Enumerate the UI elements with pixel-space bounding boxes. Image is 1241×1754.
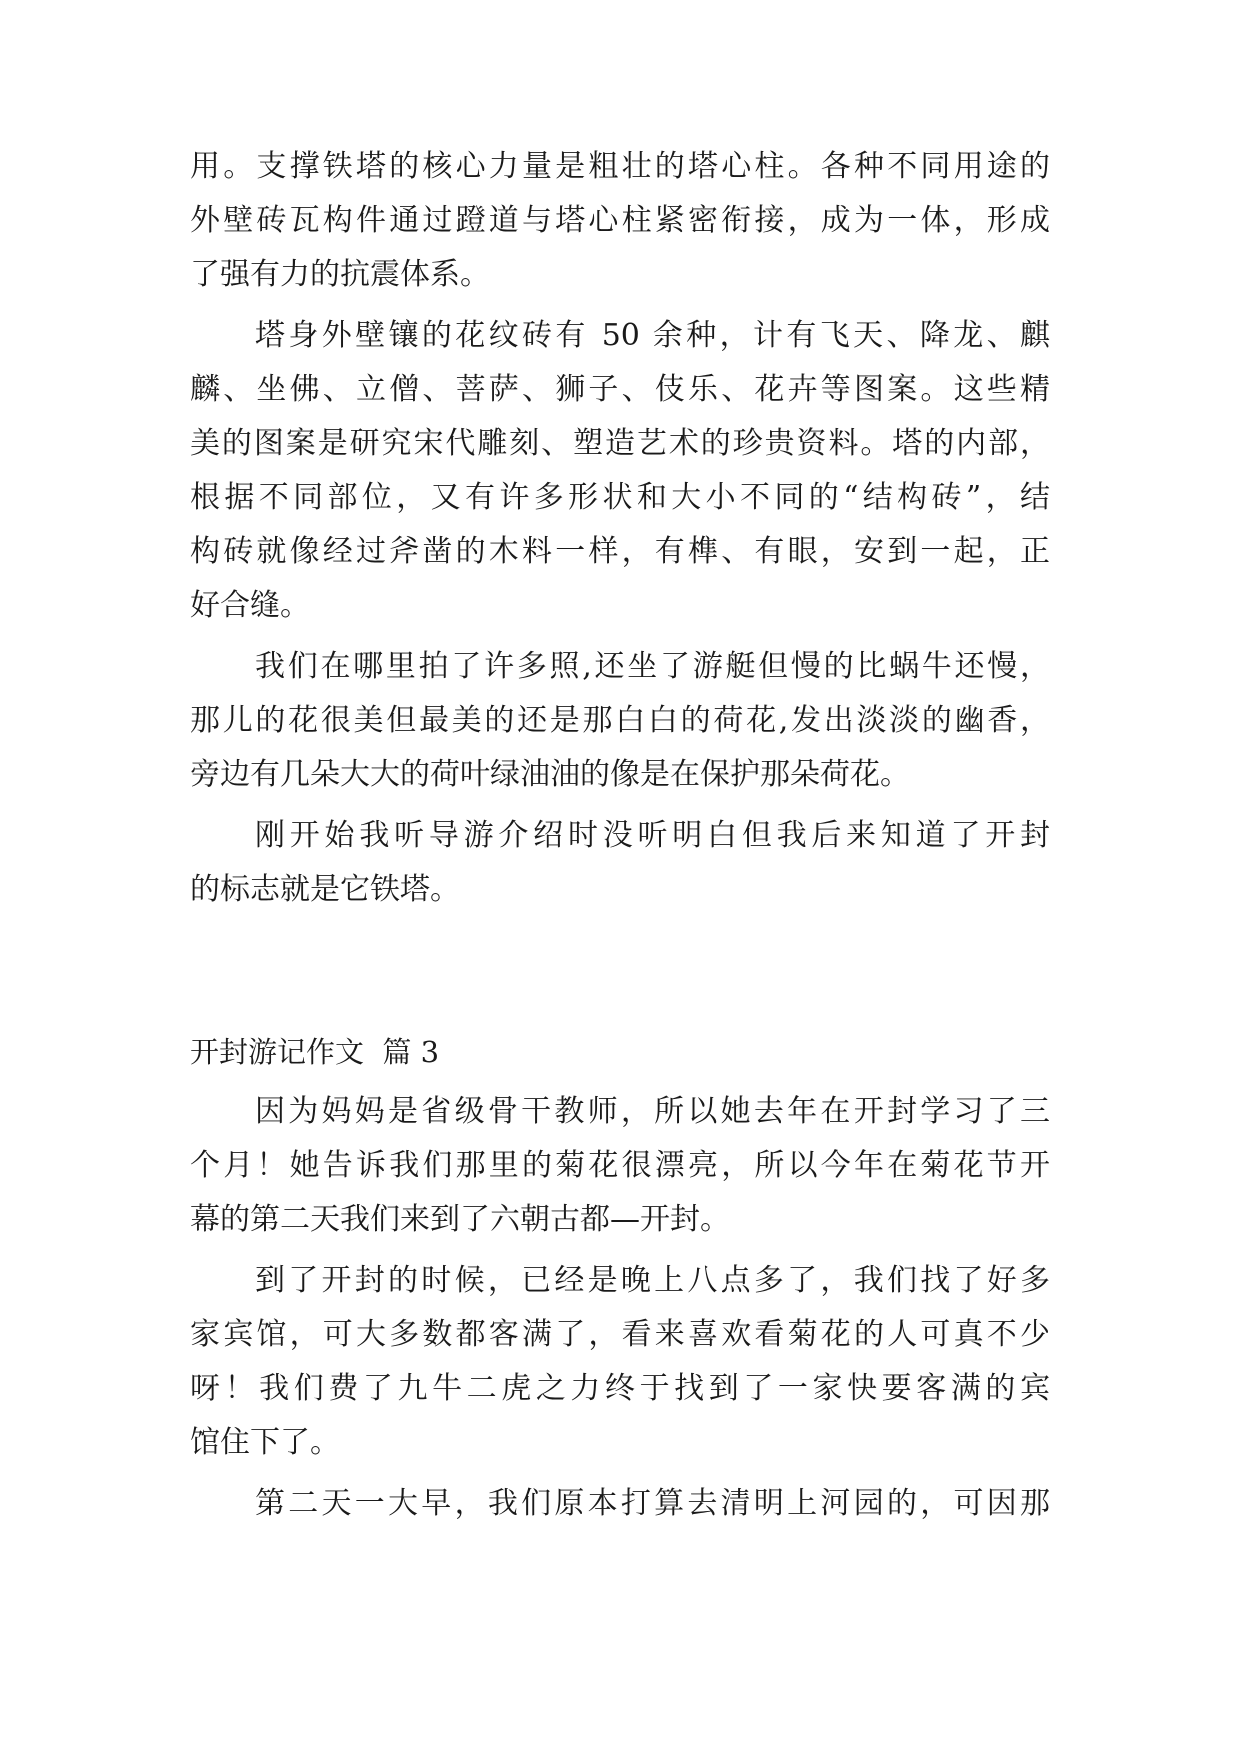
paragraph-line: 那儿的花很美但最美的还是那白白的荷花,发出淡淡的幽香， (190, 703, 1050, 738)
paragraph-line: 刚开始我听导游介绍时没听明白但我后来知道了开封 (255, 818, 1050, 853)
paragraph-line: 好合缝。 (190, 588, 310, 623)
paragraph-line: 构砖就像经过斧凿的木料一样，有榫、有眼，安到一起，正 (190, 534, 1050, 569)
paragraph-line: 根据不同部位，又有许多形状和大小不同的“结构砖”，结 (190, 480, 1050, 515)
paragraph-line: 因为妈妈是省级骨干教师，所以她去年在开封学习了三 (255, 1094, 1050, 1129)
paragraph-line: 用。支撑铁塔的核心力量是粗壮的塔心柱。各种不同用途的 (190, 149, 1050, 184)
paragraph-line: 了强有力的抗震体系。 (190, 257, 490, 292)
paragraph-line: 馆住下了。 (190, 1425, 340, 1460)
paragraph-line: 外壁砖瓦构件通过蹬道与塔心柱紧密衔接，成为一体，形成 (190, 203, 1050, 238)
paragraph-line: 的标志就是它铁塔。 (190, 872, 460, 907)
paragraph-line: 塔身外壁镶的花纹砖有 50 余种，计有飞天、降龙、麒 (255, 318, 1050, 353)
paragraph-line: 麟、坐佛、立僧、菩萨、狮子、伎乐、花卉等图案。这些精 (190, 372, 1050, 407)
paragraph-line: 家宾馆，可大多数都客满了，看来喜欢看菊花的人可真不少 (190, 1317, 1050, 1352)
section-heading: 开封游记作文 篇 3 (190, 1035, 440, 1069)
paragraph-line: 个月！她告诉我们那里的菊花很漂亮，所以今年在菊花节开 (190, 1148, 1050, 1183)
paragraph-line: 美的图案是研究宋代雕刻、塑造艺术的珍贵资料。塔的内部， (190, 426, 1050, 461)
paragraph-line: 呀！我们费了九牛二虎之力终于找到了一家快要客满的宾 (190, 1371, 1050, 1406)
paragraph-line: 旁边有几朵大大的荷叶绿油油的像是在保护那朵荷花。 (190, 757, 910, 792)
paragraph-line: 到了开封的时候，已经是晚上八点多了，我们找了好多 (255, 1263, 1050, 1298)
paragraph-line: 幕的第二天我们来到了六朝古都—开封。 (190, 1202, 730, 1237)
paragraph-line: 第二天一大早，我们原本打算去清明上河园的，可因那 (255, 1486, 1050, 1521)
paragraph-line: 我们在哪里拍了许多照,还坐了游艇但慢的比蜗牛还慢， (255, 649, 1050, 684)
